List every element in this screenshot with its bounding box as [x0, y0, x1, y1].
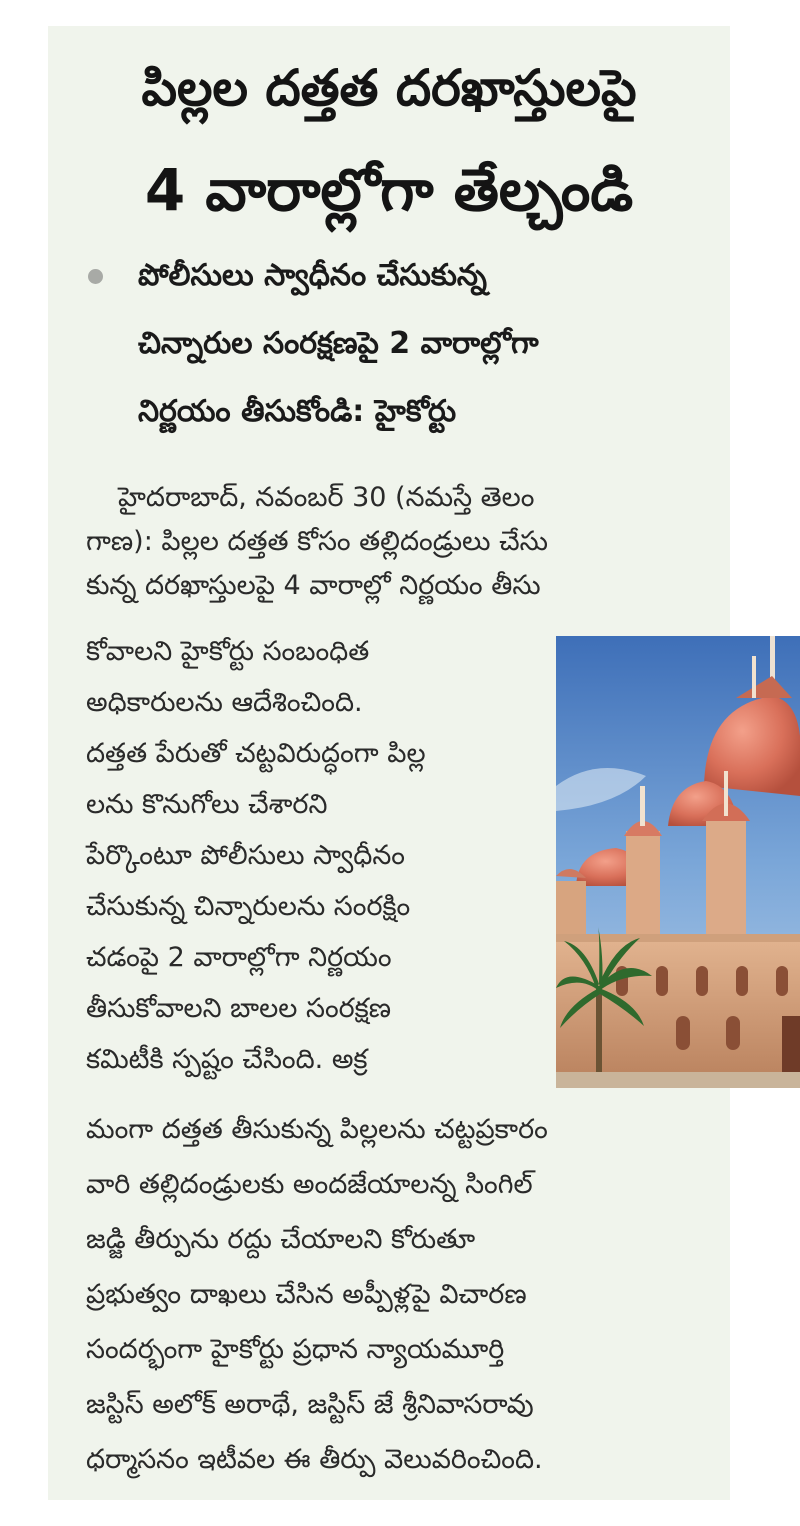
subheadline-line-1: పోలీసులు స్వాధీనం చేసుకున్న — [138, 258, 487, 293]
body-line: హైదరాబాద్, నవంబర్ 30 (నమస్తే తెలం — [118, 482, 535, 513]
body-line: ధర్మాసనం ఇటీవల ఈ తీర్పు వెలువరించింది. — [86, 1444, 543, 1475]
body-line: మంగా దత్తత తీసుకున్న పిల్లలను చట్టప్రకారం — [86, 1114, 548, 1145]
body-line: ప్రభుత్వం దాఖలు చేసిన అప్పీళ్లపై విచారణ — [86, 1279, 527, 1310]
headline-line-1: పిల్లల దత్తత దరఖాస్తులపై — [141, 59, 637, 117]
body-line: కున్న దరఖాస్తులపై 4 వారాల్లో నిర్ణయం తీసు — [86, 570, 541, 601]
body-line: లను కొనుగోలు చేశారని — [86, 789, 328, 820]
body-line: చేసుకున్న చిన్నారులను సంరక్షిం — [86, 891, 411, 922]
high-court-photo — [556, 636, 800, 1088]
body-line: అధికారులను ఆదేశించింది. — [86, 687, 363, 718]
headline-line-2: 4 వారాల్లోగా తేల్చండి — [144, 156, 634, 224]
subheadline-line-3: నిర్ణయం తీసుకోండి: హైకోర్టు — [138, 394, 457, 429]
subheadline-line-2: చిన్నారుల సంరక్షణపై 2 వారాల్లోగా — [138, 326, 539, 361]
body-line: చడంపై 2 వారాల్లోగా నిర్ణయం — [86, 942, 392, 973]
body-line: సందర్భంగా హైకోర్టు ప్రధాన న్యాయమూర్తి — [86, 1334, 505, 1365]
body-line: వారి తల్లిదండ్రులకు అందజేయాలన్న సింగిల్ — [86, 1169, 533, 1200]
body-line: కమిటీకి స్పష్టం చేసింది. అక్ర — [86, 1044, 368, 1075]
body-line: జస్టిస్ అలోక్ అరాథే, జస్టిస్ జే శ్రీనివాసరావు — [86, 1389, 534, 1420]
body-line: జడ్జి తీర్పును రద్దు చేయాలని కోరుతూ — [86, 1224, 476, 1255]
body-line: కోవాలని హైకోర్టు సంబంధిత — [86, 636, 370, 667]
body-line: గాణ): పిల్లల దత్తత కోసం తల్లిదండ్రులు చేసు — [86, 526, 548, 557]
body-line: దత్తత పేరుతో చట్టవిరుద్ధంగా పిల్ల — [86, 738, 426, 769]
body-line: పేర్కొంటూ పోలీసులు స్వాధీనం — [86, 840, 405, 871]
bullet-icon — [88, 269, 103, 284]
body-line: తీసుకోవాలని బాలల సంరక్షణ — [86, 993, 392, 1024]
